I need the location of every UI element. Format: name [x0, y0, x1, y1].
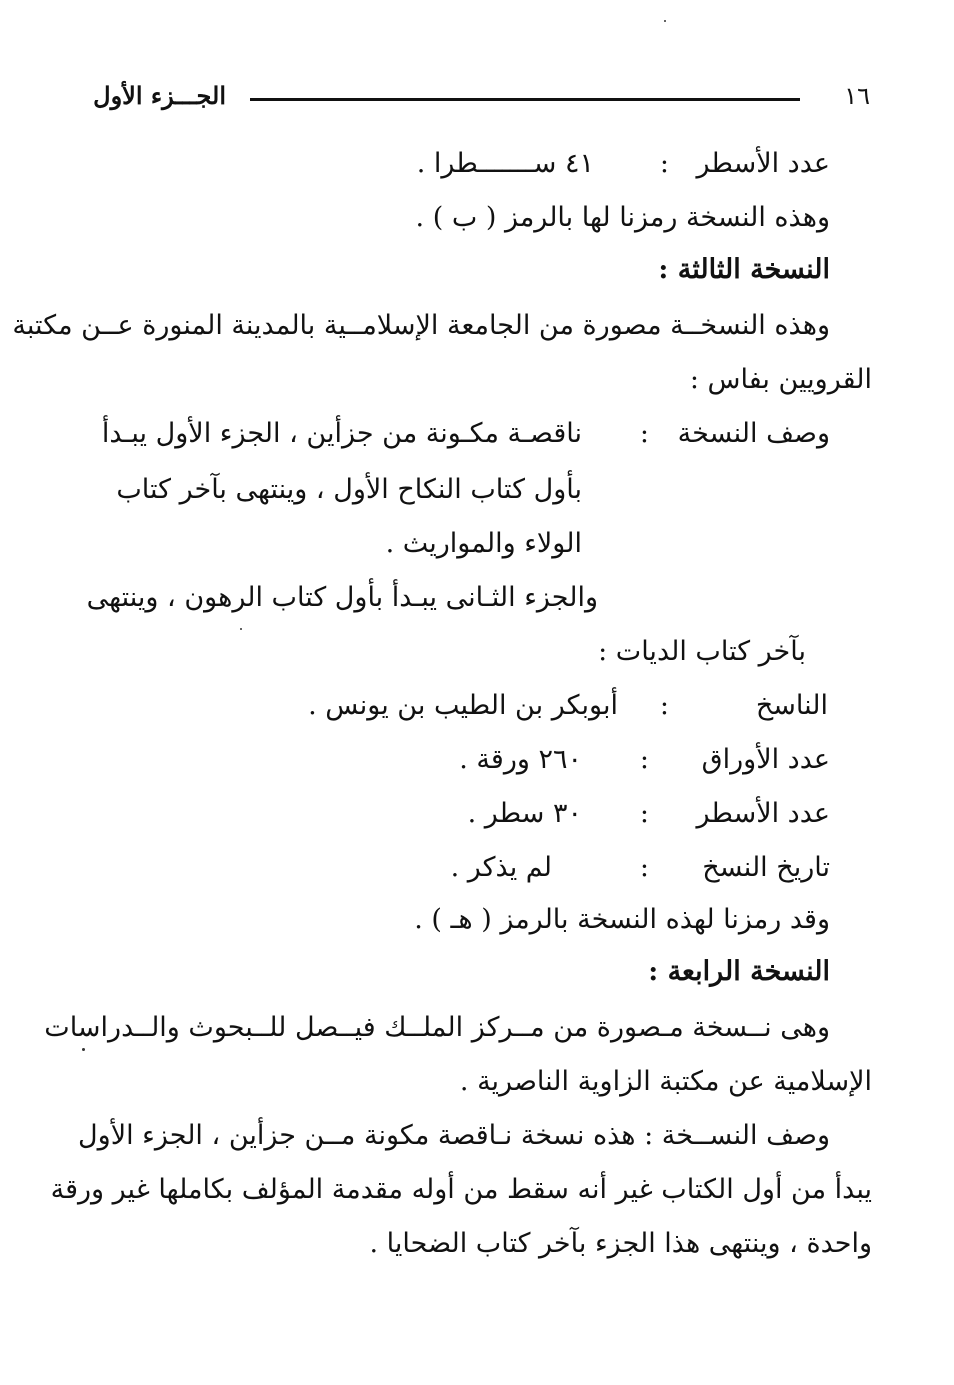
heading-fourth-copy: النسخة الرابعة : — [648, 956, 830, 987]
desc-line3: الولاء والمواريث . — [385, 528, 582, 559]
scan-speck — [240, 628, 242, 630]
header-rule — [250, 98, 800, 101]
desc-line2: بأول كتاب النكاح الأول ، وينتهى بآخر كتاب — [116, 474, 582, 505]
paragraph-fourth-copy-line2: الإسلامية عن مكتبة الزاوية الناصرية . — [459, 1066, 872, 1097]
lines-count-value: ٣٠ سطر . — [467, 798, 582, 829]
page-number: ١٦ — [844, 82, 870, 110]
folios-colon: : — [639, 744, 649, 775]
line-lines-count-colon: : — [659, 148, 669, 179]
desc-line5: بآخر كتاب الديات : — [598, 636, 806, 667]
folios-label: عدد الأوراق — [701, 744, 830, 775]
heading-third-copy: النسخة الثالثة : — [658, 254, 830, 285]
scan-speck — [82, 1048, 85, 1051]
copyist-colon: : — [659, 690, 669, 721]
copyist-label: الناسخ — [755, 690, 828, 721]
copy-date-label: تاريخ النسخ — [702, 852, 830, 883]
line-lines-count-label: عدد الأسطر — [696, 148, 830, 179]
paragraph-third-copy-line2: القرويين بفاس : — [689, 364, 872, 395]
line-symbol-b: وهذه النسخة رمزنا لها بالرمز ( ب ) . — [415, 202, 830, 233]
lines-count-colon: : — [639, 798, 649, 829]
paragraph-desc-line3: واحدة ، وينتهى هذا الجزء بآخر كتاب الضحايا . — [369, 1228, 872, 1259]
desc-line4: والجزء الثـانى يبـدأ بأول كتاب الرهون ، وينتهى — [86, 582, 598, 613]
copyist-value: أبوبكر بن الطيب بن يونس . — [308, 690, 618, 721]
desc-line1: ناقصـة مكـونة من جزأين ، الجزء الأول يبـدأ — [101, 418, 582, 449]
line-lines-count-value: ٤١ ســـــــطرا . — [416, 148, 594, 179]
scan-speck — [664, 20, 666, 22]
line-symbol-h: وقد رمزنا لهذه النسخة بالرمز ( هـ ) . — [414, 904, 830, 935]
paragraph-desc-line2: يبدأ من أول الكتاب غير أنه سقط من أوله مقدمة المؤلف بكاملها غير ورقة — [50, 1174, 872, 1205]
copy-date-value: لم يذكر . — [450, 852, 552, 883]
folios-value: ٢٦٠ ورقة . — [459, 744, 582, 775]
paragraph-desc-line1: وصف النســخة : هذه نسخة نـاقصة مكونة مــن جزأين ، الجزء الأول — [78, 1120, 830, 1151]
paragraph-fourth-copy-line1: وهى نــسخة مـصورة من مــركز الملــك فيــصل للــبحوث والــدراسات — [44, 1012, 830, 1043]
paragraph-third-copy-line1: وهذه النسخــة مصورة من الجامعة الإسلامــية بالمدينة المنورة عــن مكتبة — [12, 310, 830, 341]
desc-label: وصف النسخة — [677, 418, 830, 449]
copy-date-colon: : — [639, 852, 649, 883]
desc-colon: : — [639, 418, 649, 449]
lines-count-label: عدد الأسطر — [696, 798, 830, 829]
running-title: الجـــزء الأول — [93, 81, 226, 110]
